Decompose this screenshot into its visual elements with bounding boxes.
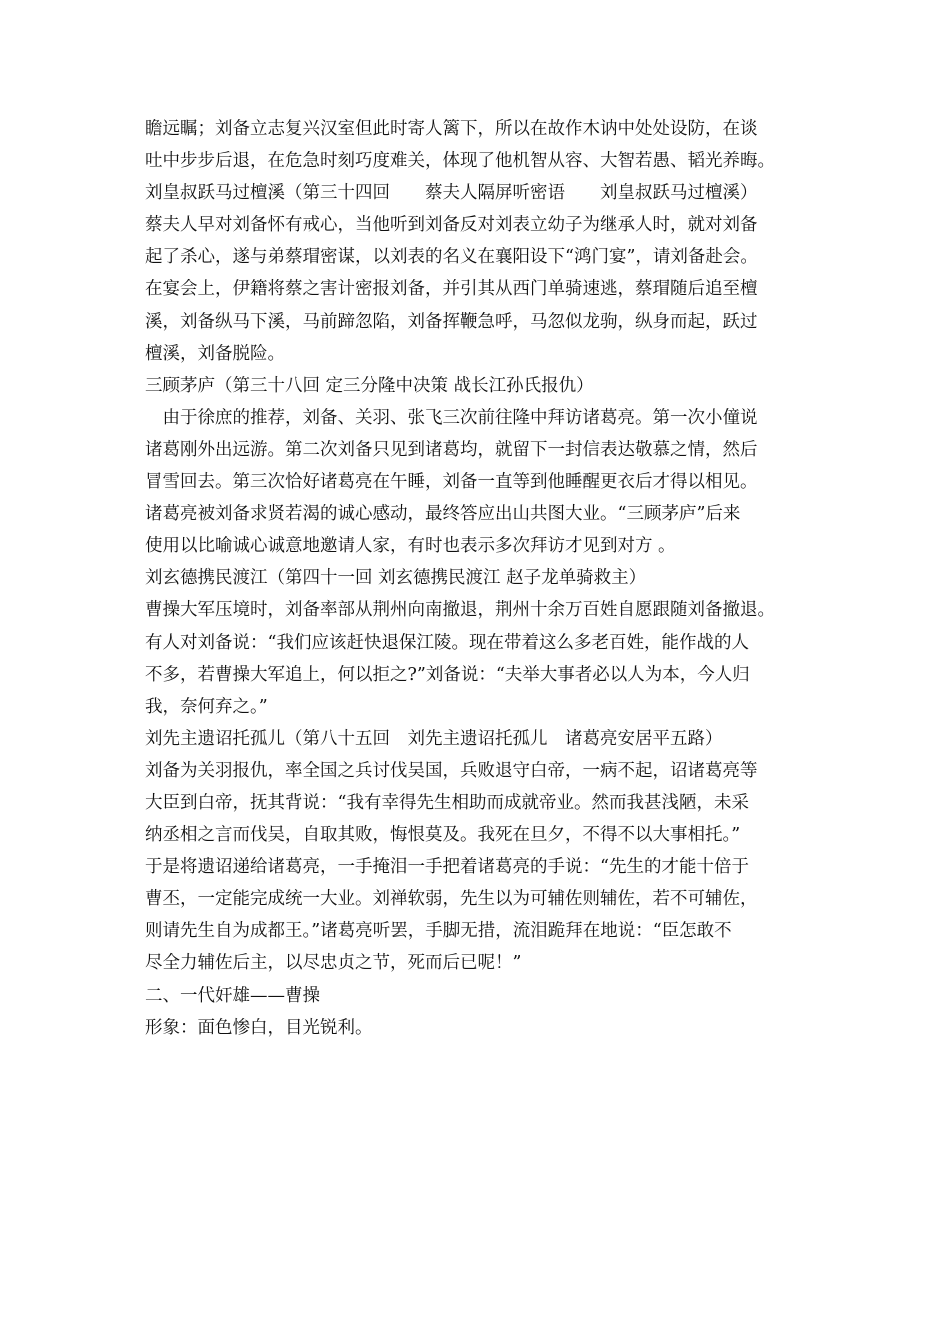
text-line: 则请先生自为成都王。”诸葛亮听罢，手脚无措，流泪跪拜在地说：“臣怎敢不	[145, 921, 732, 942]
section-heading: 刘皇叔跃马过檀溪（第三十四回 蔡夫人隔屏听密语 刘皇叔跃马过檀溪）	[145, 183, 758, 204]
text-line: 于是将遗诏递给诸葛亮，一手掩泪一手把着诸葛亮的手说：“先生的才能十倍于	[145, 857, 749, 878]
text-line: 檀溪，刘备脱险。	[145, 343, 285, 364]
text-line: 在宴会上，伊籍将蔡之害计密报刘备，并引其从西门单骑速逃，蔡瑁随后追至檀	[145, 279, 758, 300]
text-line: 诸葛刚外出远游。第二次刘备只见到诸葛均，就留下一封信表达敬慕之情，然后	[145, 439, 758, 460]
chapter-heading: 二、一代奸雄——曹操	[145, 985, 320, 1006]
document-body	[145, 113, 815, 1044]
text-line: 瞻远瞩；刘备立志复兴汉室但此时寄人篱下，所以在故作木讷中处处设防，在谈	[145, 119, 758, 139]
text-line: 刘备为关羽报仇，率全国之兵讨伐吴国，兵败退守白帝，一病不起，诏诸葛亮等	[145, 760, 758, 781]
text-line: 尽全力辅佐后主，以尽忠贞之节，死而后已呢！”	[145, 953, 522, 974]
text-line: 诸葛亮被刘备求贤若渴的诚心感动，最终答应出山共图大业。“三顾茅庐”后来	[145, 504, 741, 525]
text-line: 冒雪回去。第三次恰好诸葛亮在午睡，刘备一直等到他睡醒更衣后才得以相见。	[145, 472, 758, 493]
text-line: 形象：面色惨白，目光锐利。	[145, 1017, 373, 1038]
text-line: 蔡夫人早对刘备怀有戒心，当他听到刘备反对刘表立幼子为继承人时，就对刘备	[145, 215, 758, 236]
text-line: 有人对刘备说：“我们应该赶快退保江陵。现在带着这么多老百姓，能作战的人	[145, 632, 749, 653]
text-line: 我，奈何弃之。”	[145, 696, 268, 717]
text-line: 曹操大军压境时，刘备率部从荆州向南撤退，荆州十余万百姓自愿跟随刘备撤退。	[145, 600, 775, 621]
section-heading: 刘玄德携民渡江（第四十一回 刘玄德携民渡江 赵子龙单骑救主）	[145, 568, 647, 589]
text-line: 纳丞相之言而伐吴，自取其败，悔恨莫及。我死在旦夕，不得不以大事相托。”	[145, 825, 741, 846]
text-line: 吐中步步后退，在危急时刻巧度难关，体现了他机智从容、大智若愚、韬光养晦。	[145, 151, 775, 172]
section-heading: 三顾茅庐（第三十八回 定三分隆中决策 战长江孙氏报仇）	[145, 375, 594, 396]
text-line: 不多，若曹操大军追上，何以拒之?”刘备说：“夫举大事者必以人为本，今人归	[145, 664, 750, 685]
text-line: 由于徐庶的推荐，刘备、关羽、张飞三次前往隆中拜访诸葛亮。第一次小僮说	[145, 407, 758, 428]
text-line: 曹丕，一定能完成统一大业。刘禅软弱，先生以为可辅佐则辅佐，若不可辅佐，	[145, 889, 758, 910]
text-line: 大臣到白帝，抚其背说：“我有幸得先生相助而成就帝业。然而我甚浅陋，未采	[145, 792, 749, 813]
text-line: 起了杀心，遂与弟蔡瑁密谋，以刘表的名义在襄阳设下“鸿门宴”，请刘备赴会。	[145, 247, 758, 268]
text-line: 溪，刘备纵马下溪，马前蹄忽陷，刘备挥鞭急呼，马忽似龙驹，纵身而起，跃过	[145, 311, 758, 332]
text-line: 使用以比喻诚心诚意地邀请人家，有时也表示多次拜访才见到对方 。	[145, 536, 676, 557]
section-heading: 刘先主遗诏托孤儿（第八十五回 刘先主遗诏托孤儿 诸葛亮安居平五路）	[145, 728, 723, 749]
